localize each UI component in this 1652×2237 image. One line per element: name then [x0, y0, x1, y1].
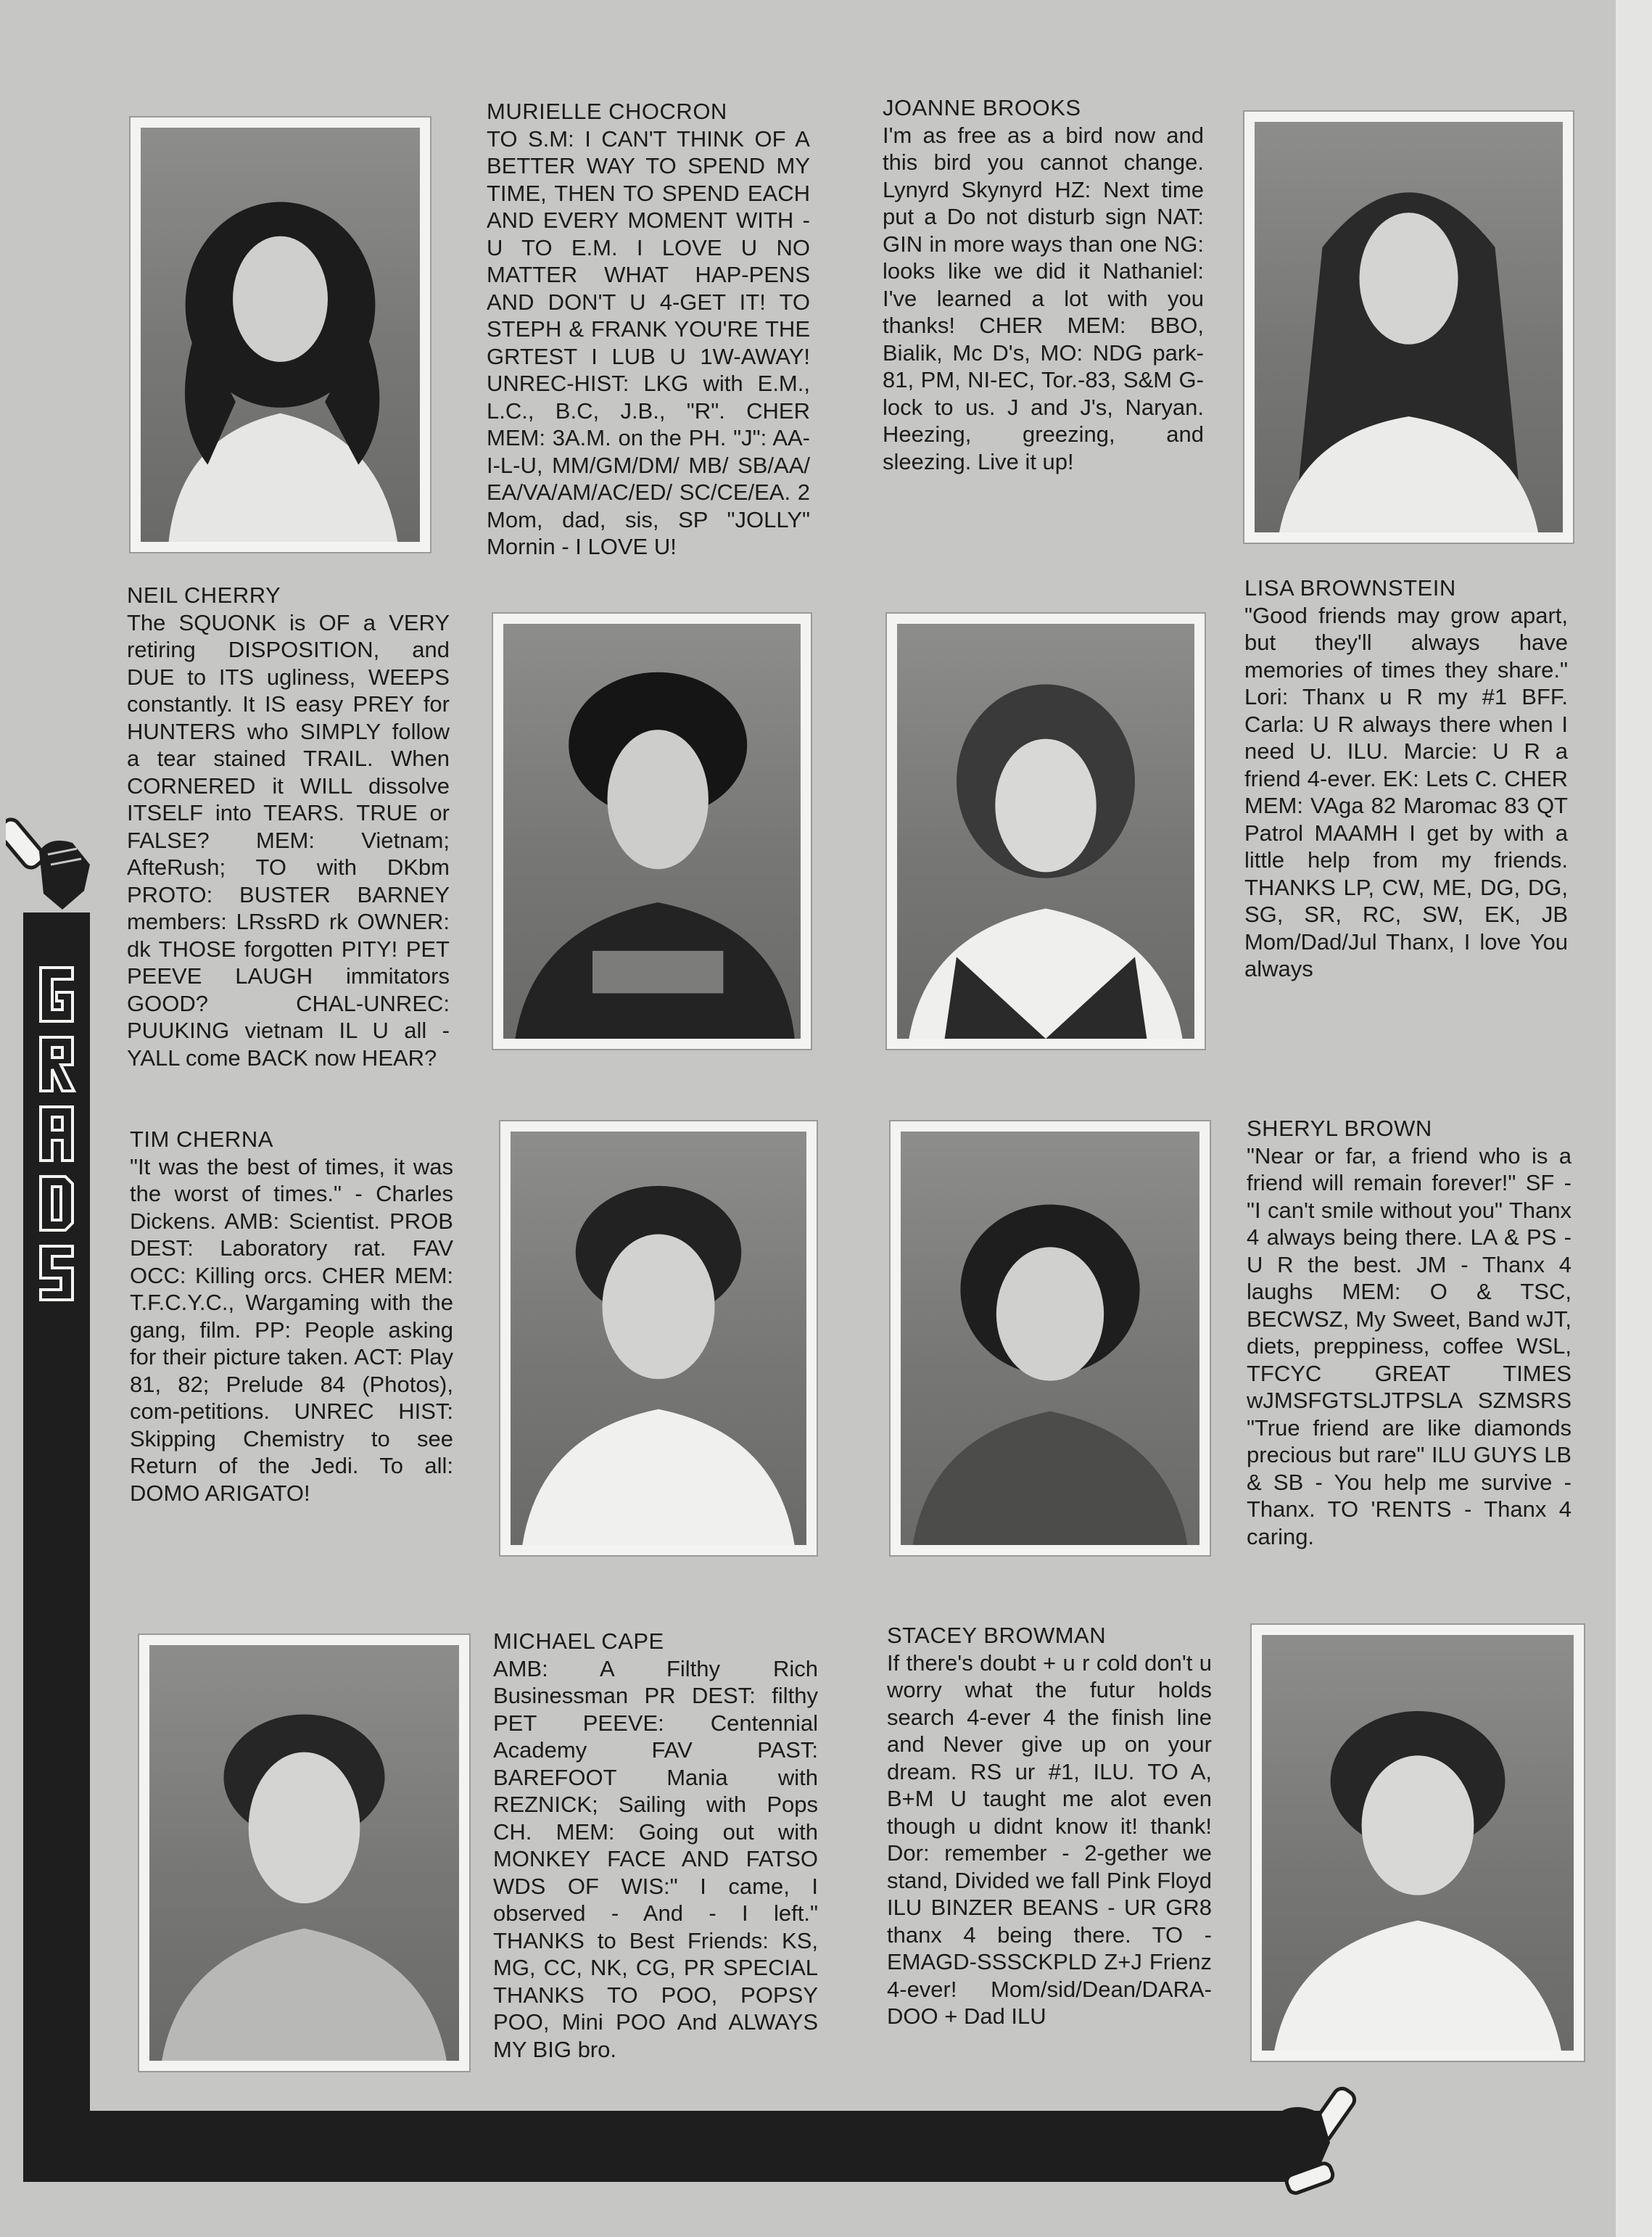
entry-michael-cape	[493, 1628, 818, 2063]
student-name: SHERYL BROWN	[1247, 1116, 1432, 1141]
entry-murielle-chocron	[487, 98, 810, 561]
portrait-tim-cherna	[500, 1121, 817, 1555]
student-write-up: "Near or far, a friend who is a friend will remain forever!" SF - "I can't smile without you" Thanx 4 always being there. LA & PS - U R the best. JM - Thanx 4 laughs MEM: O & TSC, BECWSZ, My Sweet, Band wJT, diets, preppiness, coffee WSL, TFCYC GREAT TIMES wJMSFGTSLJTPSLA SZMSRS "True friend are like diamonds precious but rare" ILU GUYS LB & SB - You help me survive - Thanx. TO 'RENTS - Thanx 4 caring.	[1247, 1142, 1572, 1549]
grads-banner-horizontal	[23, 2111, 1321, 2182]
portrait-sheryl-brown	[891, 1121, 1210, 1555]
entry-neil-cherry	[127, 582, 450, 1071]
hand-with-scroll-icon	[6, 807, 107, 923]
entry-lisa-brownstein	[1244, 574, 1568, 983]
student-write-up: "Good friends may grow apart, but they'll always have memories of times they share." Lori: Thanx u R my #1 BFF. Carla: U R always there when I need U. ILU. Marcie: U R a friend 4-ever. EK: Lets C. CHER MEM: VAga 82 Maromac 83 QT Patrol MAAMH I get by with a little help from my friends. THANKS LP, CW, ME, DG, DG, SG, SR, RC, SW, EK, JB Mom/Dad/Jul Thanx, I love You always	[1244, 602, 1568, 981]
portrait-lisa-brownstein	[887, 614, 1205, 1049]
student-write-up: "It was the best of times, it was the worst of times." - Charles Dickens. AMB: Scientist. PROB DEST: Laboratory rat. FAV OCC: Killing orcs. CHER MEM: T.F.C.Y.C., Wargaming with the gang, film. PP: People asking for their picture taken. ACT: Play 81, 82; Prelude 84 (Photos), com-petitions. UNREC HIST: Skipping Chemistry to see Return of the Jedi. To all: DOMO ARIGATO!	[130, 1153, 453, 1506]
student-name: TIM CHERNA	[130, 1126, 273, 1152]
student-name: LISA BROWNSTEIN	[1244, 575, 1456, 601]
grads-side-label	[33, 963, 80, 1326]
student-write-up: AMB: A Filthy Rich Businessman PR DEST: filthy PET PEEVE: Centennial Academy FAV PAST: BAREFOOT Mania with REZNICK; Sailing with Pops CH. MEM: Going out with MONKEY FACE AND FATSO WDS OF WIS:" I came, I observed - And - I left." THANKS to Best Friends: KS, MG, CC, NK, CG, PR SPECIAL THANKS TO POO, POPSY POO, Mini POO And ALWAYS MY BIG bro.	[493, 1655, 818, 2062]
student-name: JOANNE BROOKS	[883, 95, 1081, 120]
hand-with-scroll-icon	[1257, 2073, 1374, 2204]
portrait-neil-cherry	[493, 614, 811, 1049]
student-name: MURIELLE CHOCRON	[487, 99, 727, 124]
entry-joanne-brooks	[883, 94, 1204, 475]
student-write-up: TO S.M: I CAN'T THINK OF A BETTER WAY TO SPEND MY TIME, THEN TO SPEND EACH AND EVERY MOMENT WITH - U TO E.M. I LOVE U NO MATTER WHAT HAP-PENS AND DON'T U 4-GET IT! TO STEPH & FRANK YOU'RE THE GRTEST I LUB U 1W-AWAY! UNREC-HIST: LKG with E.M., L.C., B.C, J.B., "R". CHER MEM: 3A.M. on the PH. "J": AA-I-L-U, MM/GM/DM/ MB/ SB/AA/ EA/VA/AM/AC/ED/ SC/CE/EA. 2 Mom, dad, sis, SP "JOLLY" Mornin - I LOVE U!	[487, 125, 810, 559]
grads-letter-g	[35, 963, 78, 1026]
portrait-michael-cape	[139, 1635, 469, 2071]
grads-letter-a	[35, 1103, 78, 1165]
student-write-up: If there's doubt + u r cold don't u worry what the futur holds search 4-ever 4 the finish line and Never give up on your dream. RS ur #1, ILU. TO A, B+M U taught me alot even though u didnt know it! thank! Dor: remember - 2-gether we stand, Divided we fall Pink Floyd ILU BINZER BEANS - UR GR8 thanx 4 being there. TO - EMAGD-SSSCKPLD Z+J Frienz 4-ever! Mom/sid/Dean/DARA-DOO + Dad ILU	[887, 1649, 1212, 2029]
portrait-stacey-browman	[1252, 1625, 1584, 2061]
entry-sheryl-brown	[1247, 1115, 1572, 1550]
grads-letter-s	[35, 1242, 78, 1304]
student-write-up: The SQUONK is OF a VERY retiring DISPOSITION, and DUE to ITS ugliness, WEEPS constantly. It IS easy PREY for HUNTERS who SIMPLY follow a tear stained TRAIL. When CORNERED it WILL dissolve ITSELF into TEARS. TRUE or FALSE? MEM: Vietnam; AfteRush; TO with DKbm PROTO: BUSTER BARNEY members: LRssRD rk OWNER: dk THOSE forgotten PITY! PET PEEVE LAUGH immitators GOOD? CHAL-UNREC: PUUKING vietnam IL U all - YALL come BACK now HEAR?	[127, 609, 450, 1071]
student-name: STACEY BROWMAN	[887, 1623, 1107, 1648]
portrait-joanne-brooks	[1244, 112, 1573, 543]
student-name: NEIL CHERRY	[127, 582, 281, 608]
entry-tim-cherna	[130, 1126, 453, 1507]
grads-letter-r	[35, 1033, 78, 1095]
student-write-up: I'm as free as a bird now and this bird you cannot change. Lynyrd Skynyrd HZ: Next time put a Do not disturb sign NAT: GIN in more ways than one NG: looks like we did it Nathaniel: I've learned a lot with you thanks! CHER MEM: BBO, Bialik, Mc D's, MO: NDG park-81, PM, NI-EC, Tor.-83, S&M G-lock to us. J and J's, Naryan. Heezing, greezing, and sleezing. Live it up!	[883, 122, 1204, 474]
student-name: MICHAEL CAPE	[493, 1628, 664, 1654]
grads-letter-d	[35, 1172, 78, 1235]
page-gutter	[1616, 0, 1652, 2237]
entry-stacey-browman	[887, 1622, 1212, 2030]
portrait-murielle-chocron	[131, 118, 430, 552]
